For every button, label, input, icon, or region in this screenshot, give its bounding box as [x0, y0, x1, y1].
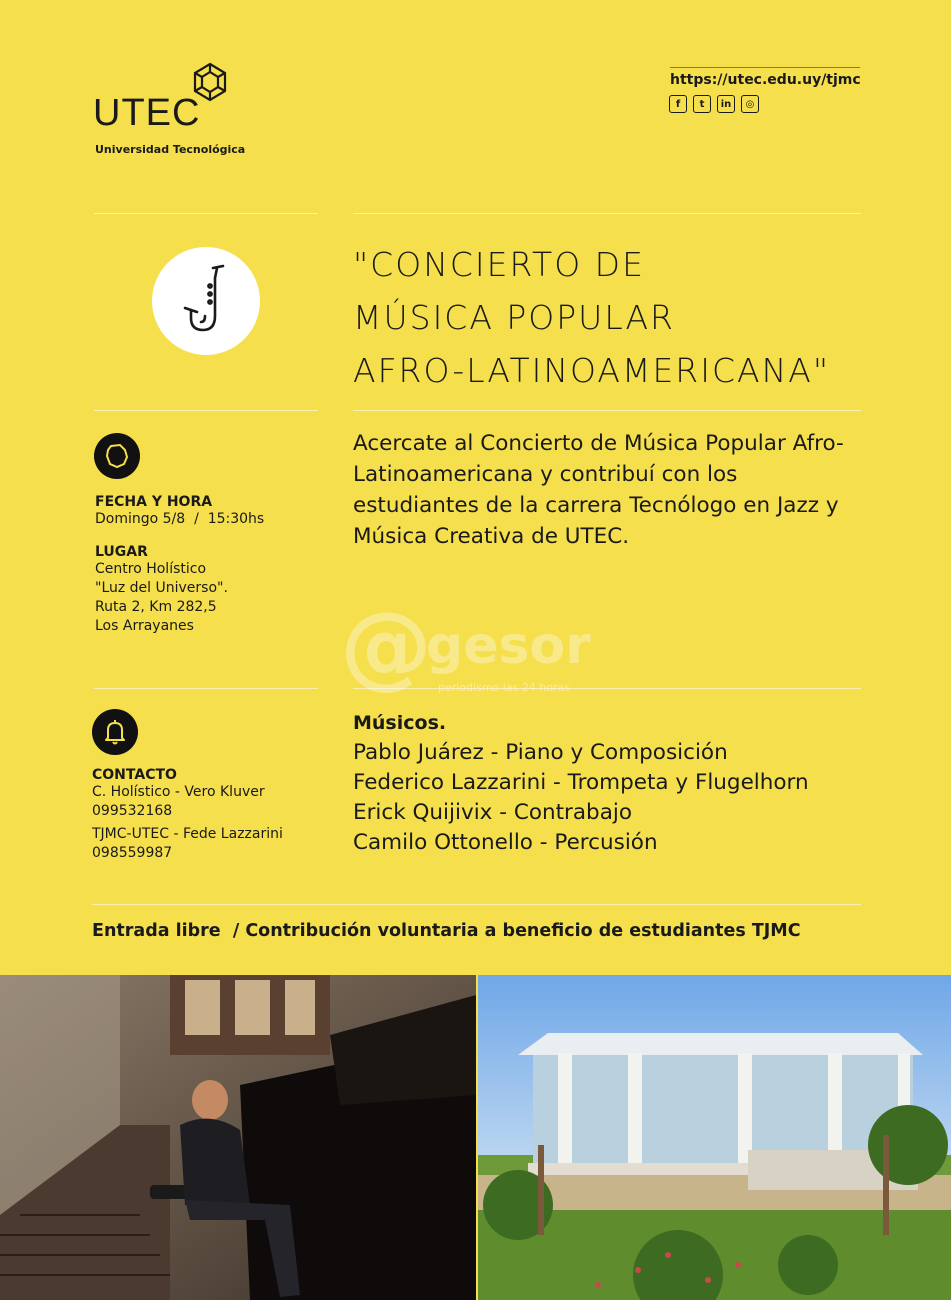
divider — [94, 410, 318, 411]
musician-item: Camilo Ottonello - Percusión — [353, 830, 658, 855]
event-description: Acercate al Concierto de Música Popular Afro-Latinoamericana y contribuí con los estudiantes de la carrera Tecnólogo en Jazz y Música Creativa de UTEC. — [353, 431, 844, 549]
saxophone-icon — [179, 264, 233, 338]
contact-line: TJMC-UTEC - Fede Lazzarini — [92, 826, 283, 842]
website-link[interactable]: https://utec.edu.uy/tjmc — [670, 72, 861, 88]
facebook-icon[interactable]: f — [669, 95, 687, 113]
contact-phone: 098559987 — [92, 845, 173, 861]
map-badge — [94, 433, 140, 479]
date-label: FECHA Y HORA — [95, 494, 213, 510]
event-details — [95, 494, 264, 636]
title-line-1: "CONCIERTO DE — [353, 245, 645, 284]
place-line: Los Arrayanes — [95, 618, 194, 634]
uruguay-map-icon — [103, 442, 131, 470]
watermark-word: gesor — [426, 616, 591, 676]
musician-item: Erick Quijivix - Contrabajo — [353, 800, 633, 825]
pianist-photo — [0, 975, 476, 1300]
entry-info: Entrada libre / Contribución voluntaria a beneficio de estudiantes TJMC — [92, 921, 801, 941]
watermark-logo — [340, 592, 591, 699]
saxophone-badge — [152, 247, 260, 355]
contact-line: C. Holístico - Vero Kluver — [92, 784, 265, 800]
title-line-2: MÚSICA POPULAR — [353, 298, 675, 337]
divider — [94, 213, 318, 214]
contact-phone: 099532168 — [92, 803, 173, 819]
twitter-icon[interactable]: t — [693, 95, 711, 113]
place-line: "Luz del Universo". — [95, 580, 228, 596]
bell-badge — [92, 709, 138, 755]
musician-item: Pablo Juárez - Piano y Composición — [353, 740, 728, 765]
musician-item: Federico Lazzarini - Trompeta y Flugelhorn — [353, 770, 809, 795]
watermark-at-icon: @ — [340, 592, 432, 699]
divider — [94, 688, 318, 689]
divider — [353, 410, 861, 411]
utec-logo-text: UTEC — [93, 92, 201, 134]
place-line: Ruta 2, Km 282,5 — [95, 599, 217, 615]
place-label: LUGAR — [95, 544, 148, 560]
contact-details — [92, 767, 283, 863]
musicians-list — [353, 708, 873, 858]
venue-photo — [478, 975, 951, 1300]
linkedin-icon[interactable]: in — [717, 95, 735, 113]
divider — [92, 904, 861, 905]
title-line-3: AFRO-LATINOAMERICANA" — [353, 351, 831, 390]
watermark-tagline: periodismo las 24 horas — [438, 681, 570, 694]
musicians-heading: Músicos. — [353, 712, 447, 734]
social-links — [669, 95, 759, 113]
header-divider — [670, 67, 860, 68]
divider — [353, 213, 861, 214]
event-title — [353, 238, 893, 397]
place-line: Centro Holístico — [95, 561, 207, 577]
contact-label: CONTACTO — [92, 767, 177, 783]
utec-logo-subtitle: Universidad Tecnológica — [95, 143, 246, 156]
instagram-icon[interactable]: ◎ — [741, 95, 759, 113]
date-value: Domingo 5/8 / 15:30hs — [95, 511, 265, 527]
bell-icon — [102, 718, 128, 746]
